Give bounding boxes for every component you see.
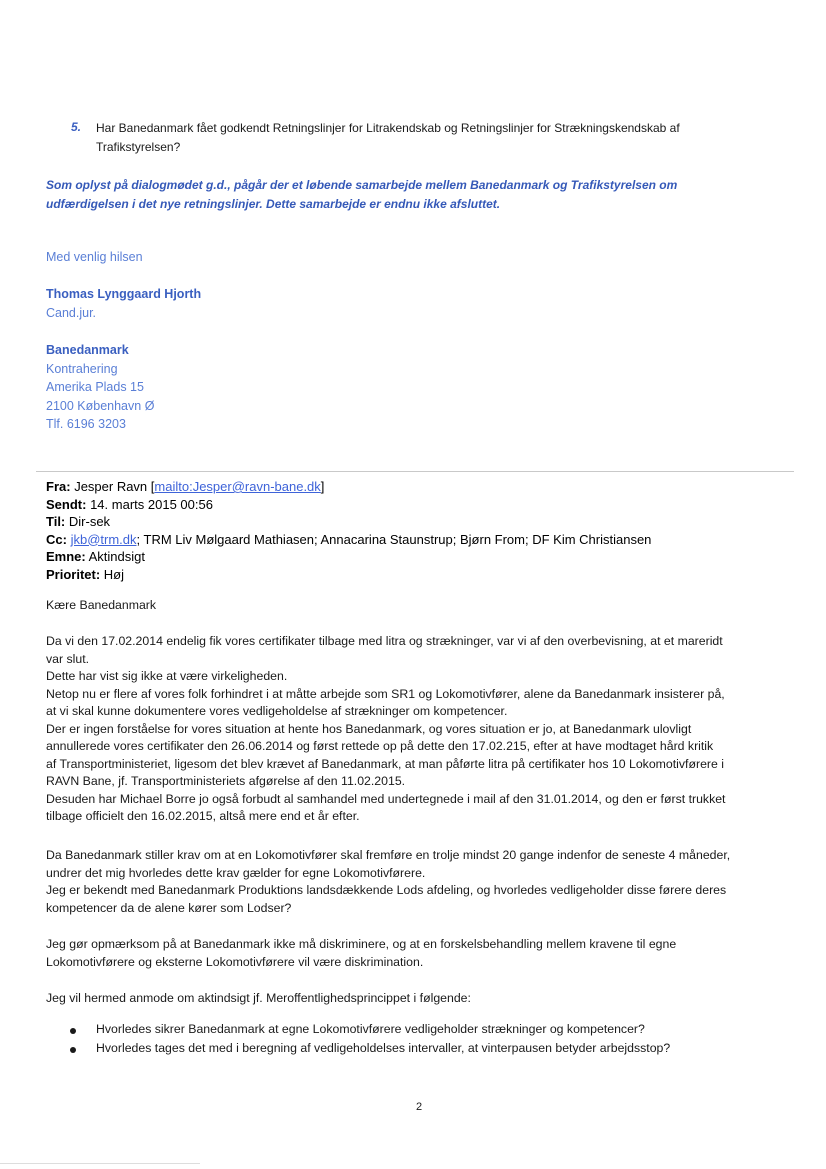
answer-text xyxy=(46,176,806,214)
paragraph-1 xyxy=(46,633,816,826)
signature-street: Amerika Plads 15 xyxy=(46,380,144,394)
signature-phone: Tlf. 6196 3203 xyxy=(46,417,126,431)
bullet-icon xyxy=(70,1047,76,1053)
header-sent xyxy=(46,496,806,514)
signature-org: Banedanmark xyxy=(46,343,129,357)
p1-line: tilbage officielt den 16.02.2015, altså mere end et år efter. xyxy=(46,809,360,823)
p2-line: Da Banedanmark stiller krav om at en Lokomotivfører skal fremføre en trolje mindst 20 gange indenfor de seneste 4 måneder, xyxy=(46,848,731,862)
signature-title: Cand.jur. xyxy=(46,305,97,320)
signature-name: Thomas Lynggaard Hjorth xyxy=(46,287,202,301)
email-header xyxy=(46,478,806,583)
question-number: 5. xyxy=(71,120,82,134)
p1-line: Der er ingen forståelse for vores situation at hente hos Banedanmark, og vores situation er jo, at Banedanmark ulovligt xyxy=(46,721,692,736)
paragraph-3 xyxy=(46,936,816,971)
p1-line: RAVN Bane, jf. Transportministeriets afgørelse af den 11.02.2015. xyxy=(46,774,406,788)
p1-line: annullerede vores certifikater den 26.06.2014 og først rettede op på dette den 17.02.215, efter at have modtaget hård kritik xyxy=(46,739,714,753)
header-from: Fra: Jesper Ravn [mailto:Jesper@ravn-bane.dk] xyxy=(46,479,325,494)
header-cc xyxy=(46,531,806,549)
p1-line: af Transportministeriet, ligesom det blev krævet af Banedanmark, at man påførte litra på certifikater hos 10 Lokomotivførere i xyxy=(46,756,724,771)
question-line-1: Har Banedanmark fået godkendt Retningslinjer for Litrakendskab og Retningslinjer for Strækningskendskab af xyxy=(96,121,680,135)
to-label: Til: xyxy=(46,514,66,529)
cc-recipients: ; TRM Liv Mølgaard Mathiasen; Annacarina Staunstrup; Bjørn From; DF Kim Christiansen xyxy=(136,531,652,547)
bullet-item-2: Hvorledes tages det med i beregning af vedligeholdelses intervaller, at vinterpausen betyder arbejdsstop? xyxy=(96,1041,671,1055)
signature-city: 2100 København Ø xyxy=(46,398,155,413)
header-priority xyxy=(46,566,806,584)
answer-line-1: Som oplyst på dialogmødet g.d., pågår der et løbende samarbejde mellem Banedanmark og Trafikstyrelsen om xyxy=(46,178,678,192)
p3-line: Jeg gør opmærksom på at Banedanmark ikke må diskriminere, og at en forskelsbehandling mellem kravene til egne xyxy=(46,937,677,951)
p1-line: at vi skal kunne dokumentere vores vedligeholdelse af strækninger om kompetencer. xyxy=(46,704,508,718)
from-email-link[interactable]: mailto:Jesper@ravn-bane.dk xyxy=(154,479,321,494)
p1-line: Desuden har Michael Borre jo også forbudt al samhandel med undertegnede i mail af den 31.01.2014, og den er først trukket xyxy=(46,791,726,806)
p1-line: Netop nu er flere af vores folk forhindret i at måtte arbejde som SR1 og Lokomotivfører, alene da Banedanmark insisterer på, xyxy=(46,686,725,701)
sent-label: Sendt: xyxy=(46,496,87,512)
question-line-2: Trafikstyrelsen? xyxy=(96,140,181,154)
p2-line: Jeg er bekendt med Banedanmark Produktions landsdækkende Lods afdeling, og hvorledes vedligeholder disse førere deres xyxy=(46,883,727,897)
email-divider xyxy=(36,471,794,472)
p1-line: var slut. xyxy=(46,651,90,666)
priority-value: Høj xyxy=(103,566,125,582)
subject-value: Aktindsigt xyxy=(88,549,146,564)
address-block xyxy=(46,341,154,434)
sent-value: 14. marts 2015 00:56 xyxy=(90,496,213,512)
paragraph-2 xyxy=(46,847,816,917)
to-value: Dir-sek xyxy=(68,514,111,529)
p1-line: Da vi den 17.02.2014 endelig fik vores certifikater tilbage med litra og strækninger, var vi af den overbevisning, at et mareridt xyxy=(46,634,723,648)
question-text xyxy=(96,119,796,157)
salutation: Kære Banedanmark xyxy=(46,598,157,612)
paragraph-4: Jeg vil hermed anmode om aktindsigt jf. Meroffentlighedsprincippet i følgende: xyxy=(46,991,471,1005)
signature-dept: Kontrahering xyxy=(46,361,118,376)
header-to xyxy=(46,513,806,531)
p2-line: kompetencer da de alene kører som Lodser? xyxy=(46,900,292,915)
p1-line: Dette har vist sig ikke at være virkeligheden. xyxy=(46,669,288,683)
bullet-icon xyxy=(70,1028,76,1034)
subject-label: Emne: xyxy=(46,549,86,564)
p3-line: Lokomotivførere og eksterne Lokomotivførere vil være diskrimination. xyxy=(46,954,424,969)
greeting: Med venlig hilsen xyxy=(46,250,143,264)
header-subject xyxy=(46,548,806,566)
scan-edge xyxy=(0,1163,200,1164)
p2-line: undrer det mig hvorledes dette krav gælder for egne Lokomotivførere. xyxy=(46,865,426,880)
from-label: Fra: xyxy=(46,479,71,494)
signature-block xyxy=(46,285,201,322)
bullet-item-1: Hvorledes sikrer Banedanmark at egne Lokomotivførere vedligeholder strækninger og kompetencer? xyxy=(96,1022,645,1036)
cc-label: Cc: xyxy=(46,531,67,547)
cc-email-link[interactable]: jkb@trm.dk xyxy=(70,531,137,547)
page-number: 2 xyxy=(416,1101,423,1113)
answer-line-2: udfærdigelsen i det nye retningslinjer. Dette samarbejde er endnu ikke afsluttet. xyxy=(46,197,501,211)
priority-label: Prioritet: xyxy=(46,566,101,582)
from-name: Jesper Ravn xyxy=(74,479,148,494)
